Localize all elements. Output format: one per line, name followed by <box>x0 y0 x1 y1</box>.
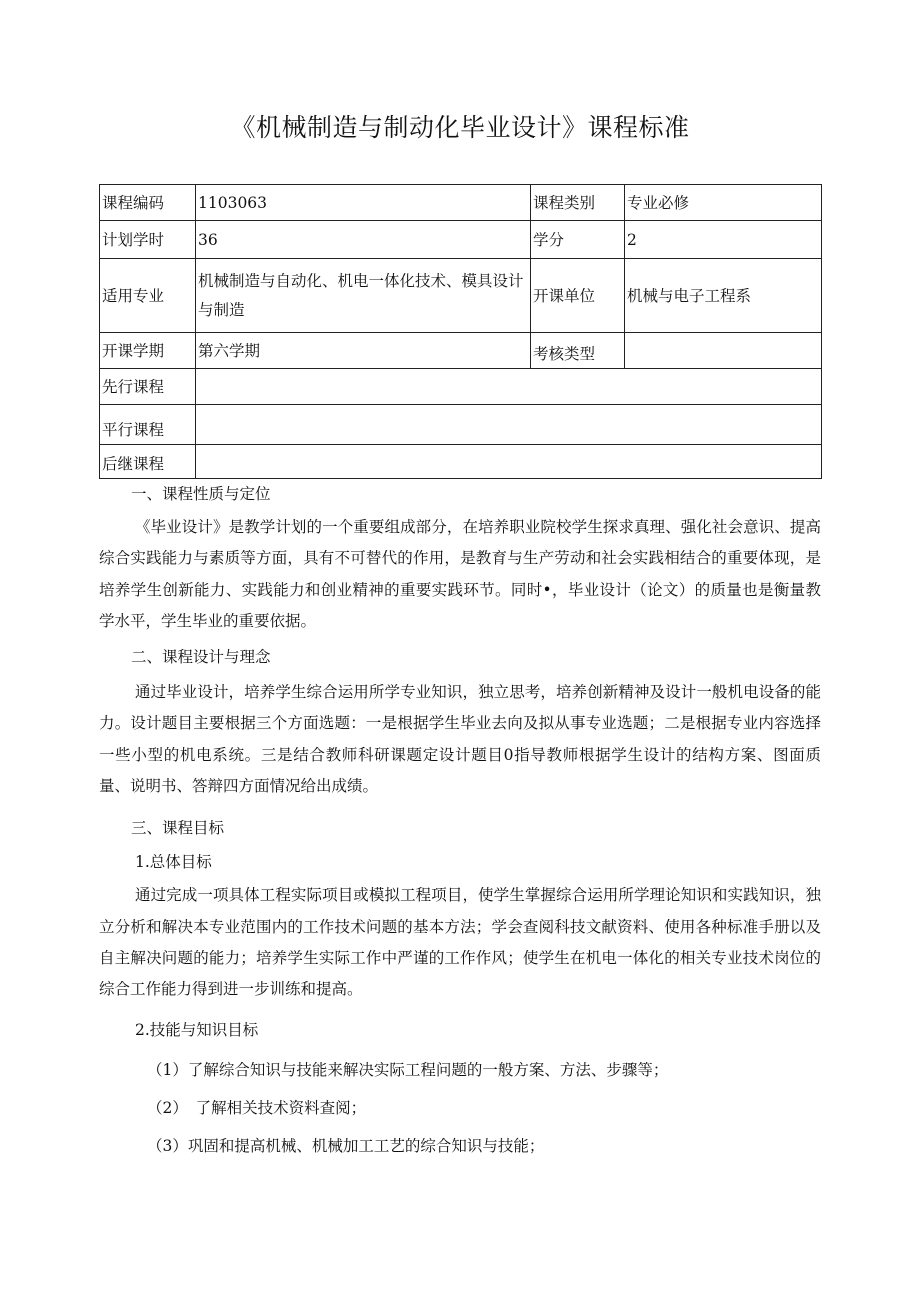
label-semester: 开课学期 <box>100 333 196 369</box>
table-row <box>100 333 822 369</box>
section-heading: 二、课程设计与理念 <box>131 648 271 667</box>
document-body <box>99 480 821 1160</box>
value-planned-hours: 36 <box>196 221 531 259</box>
course-info-table <box>99 184 822 479</box>
table-row <box>100 405 822 445</box>
list-item: （3）巩固和提高机械、机械加工工艺的综合知识与技能； <box>147 1136 545 1155</box>
list-item: （2） 了解相关技术资料查阅； <box>147 1098 367 1117</box>
table-row <box>100 221 822 259</box>
value-parallel <box>196 405 822 445</box>
value-semester: 第六学期 <box>196 333 531 369</box>
table-row <box>100 185 822 221</box>
list-item: （1）了解综合知识与技能来解决实际工程问题的一般方案、方法、步骤等； <box>147 1060 669 1079</box>
value-applicable-majors: 机械制造与自动化、机电一体化技术、模具设计与制造 <box>196 259 531 333</box>
label-parallel: 平行课程 <box>100 405 196 445</box>
table-row <box>100 259 822 333</box>
label-course-type: 课程类别 <box>531 185 625 221</box>
label-assessment-type: 考核类型 <box>531 333 625 369</box>
label-credits: 学分 <box>531 221 625 259</box>
value-prerequisite <box>196 369 822 405</box>
label-offering-unit: 开课单位 <box>531 259 625 333</box>
section-heading: 一、课程性质与定位 <box>131 485 271 503</box>
section-heading: 三、课程目标 <box>131 819 225 838</box>
page-title: 《机械制造与制动化毕业设计》课程标准 <box>230 113 690 142</box>
label-applicable-majors: 适用专业 <box>100 259 196 333</box>
value-credits: 2 <box>625 221 822 259</box>
value-offering-unit: 机械与电子工程系 <box>625 259 822 333</box>
table-row <box>100 445 822 479</box>
value-course-type: 专业必修 <box>625 185 822 221</box>
value-subsequent <box>196 445 822 479</box>
section-paragraph: 通过毕业设计，培养学生综合运用所学专业知识，独立思考，培养创新精神及设计一般机电设备的能力。设计题目主要根据三个方面选题：一是根据学生毕业去向及拟从事专业选题；二是根据专业内容选择一些小型的机电系统。三是结合教师科研课题定设计题目0指导教师根据学生设计的结构方案、图面质量、说明书、答辩四方面情况给出成绩。 <box>99 683 821 796</box>
label-course-code: 课程编码 <box>100 185 196 221</box>
label-planned-hours: 计划学时 <box>100 221 196 259</box>
subsection-heading: 1.总体目标 <box>135 853 212 872</box>
label-prerequisite: 先行课程 <box>100 369 196 405</box>
value-course-code: 1103063 <box>196 185 531 221</box>
subsection-heading: 2.技能与知识目标 <box>135 1020 259 1039</box>
section-paragraph: 《毕业设计》是教学计划的一个重要组成部分，在培养职业院校学生探求真理、强化社会意识、提高综合实践能力与素质等方面，具有不可替代的作用，是教育与生产劳动和社会实践相结合的重要体现，是培养学生创新能力、实践能力和创业精神的重要实践环节。同时•，毕业设计（论文）的质量也是衡量教学水平，学生毕业的重要依据。 <box>99 518 821 630</box>
table-row <box>100 369 822 405</box>
value-assessment-type <box>625 333 822 369</box>
section-paragraph: 通过完成一项具体工程实际项目或模拟工程项目，使学生掌握综合运用所学理论知识和实践知识，独立分析和解决本专业范围内的工作技术问题的基本方法；学会查阅科技文献资料、使用各种标准手册以及自主解决问题的能力；培养学生实际工作中严谨的工作作风；使学生在机电一体化的相关专业技术岗位的综合工作能力得到进一步训练和提高。 <box>99 886 821 999</box>
label-subsequent: 后继课程 <box>100 445 196 479</box>
